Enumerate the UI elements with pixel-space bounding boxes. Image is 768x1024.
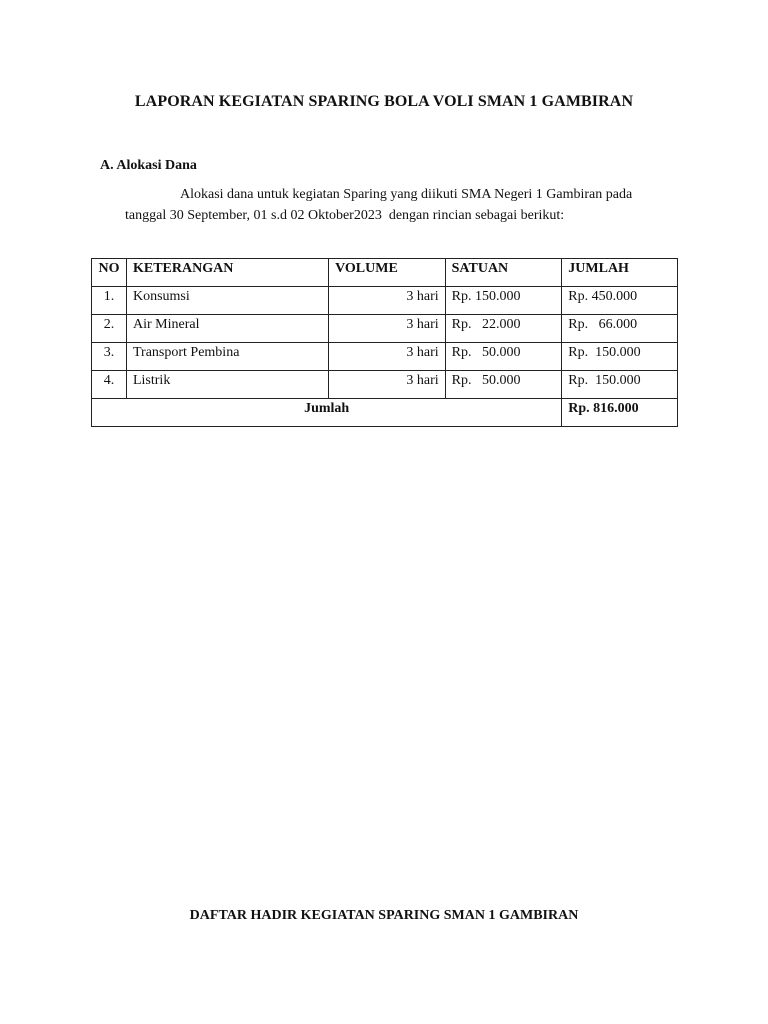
header-volume: VOLUME — [329, 259, 446, 287]
cell-jumlah: Rp. 150.000 — [562, 343, 678, 371]
cell-satuan: Rp. 50.000 — [445, 343, 562, 371]
cell-volume: 3 hari — [329, 371, 446, 399]
cell-jumlah: Rp. 450.000 — [562, 287, 678, 315]
table-row — [92, 287, 678, 315]
cell-no: 2. — [92, 315, 127, 343]
table-row — [92, 315, 678, 343]
cell-no: 3. — [92, 343, 127, 371]
cell-satuan: Rp. 22.000 — [445, 315, 562, 343]
cell-jumlah: Rp. 66.000 — [562, 315, 678, 343]
cell-volume: 3 hari — [329, 315, 446, 343]
budget-table — [91, 258, 678, 427]
table-row — [92, 343, 678, 371]
section-heading: A. Alokasi Dana — [100, 158, 197, 173]
header-keterangan: KETERANGAN — [126, 259, 328, 287]
cell-keterangan: Transport Pembina — [126, 343, 328, 371]
document-title: LAPORAN KEGIATAN SPARING BOLA VOLI SMAN 1 GAMBIRAN — [134, 93, 634, 110]
cell-no: 1. — [92, 287, 127, 315]
cell-jumlah: Rp. 150.000 — [562, 371, 678, 399]
cell-satuan: Rp. 150.000 — [445, 287, 562, 315]
paragraph-line-2: tanggal 30 September, 01 s.d 02 Oktober2023 dengan rincian sebagai berikut: — [125, 208, 565, 223]
cell-keterangan: Air Mineral — [126, 315, 328, 343]
total-label: Jumlah — [92, 399, 562, 427]
attendance-list-title: DAFTAR HADIR KEGIATAN SPARING SMAN 1 GAMBIRAN — [189, 908, 579, 923]
total-value: Rp. 816.000 — [562, 399, 678, 427]
header-jumlah: JUMLAH — [562, 259, 678, 287]
cell-satuan: Rp. 50.000 — [445, 371, 562, 399]
table-header-row — [92, 259, 678, 287]
cell-volume: 3 hari — [329, 343, 446, 371]
cell-keterangan: Konsumsi — [126, 287, 328, 315]
intro-paragraph — [125, 184, 685, 226]
paragraph-line-1: Alokasi dana untuk kegiatan Sparing yang diikuti SMA Negeri 1 Gambiran pada — [180, 187, 633, 202]
header-no: NO — [92, 259, 127, 287]
header-satuan: SATUAN — [445, 259, 562, 287]
cell-no: 4. — [92, 371, 127, 399]
cell-volume: 3 hari — [329, 287, 446, 315]
table-row — [92, 371, 678, 399]
table-total-row — [92, 399, 678, 427]
cell-keterangan: Listrik — [126, 371, 328, 399]
